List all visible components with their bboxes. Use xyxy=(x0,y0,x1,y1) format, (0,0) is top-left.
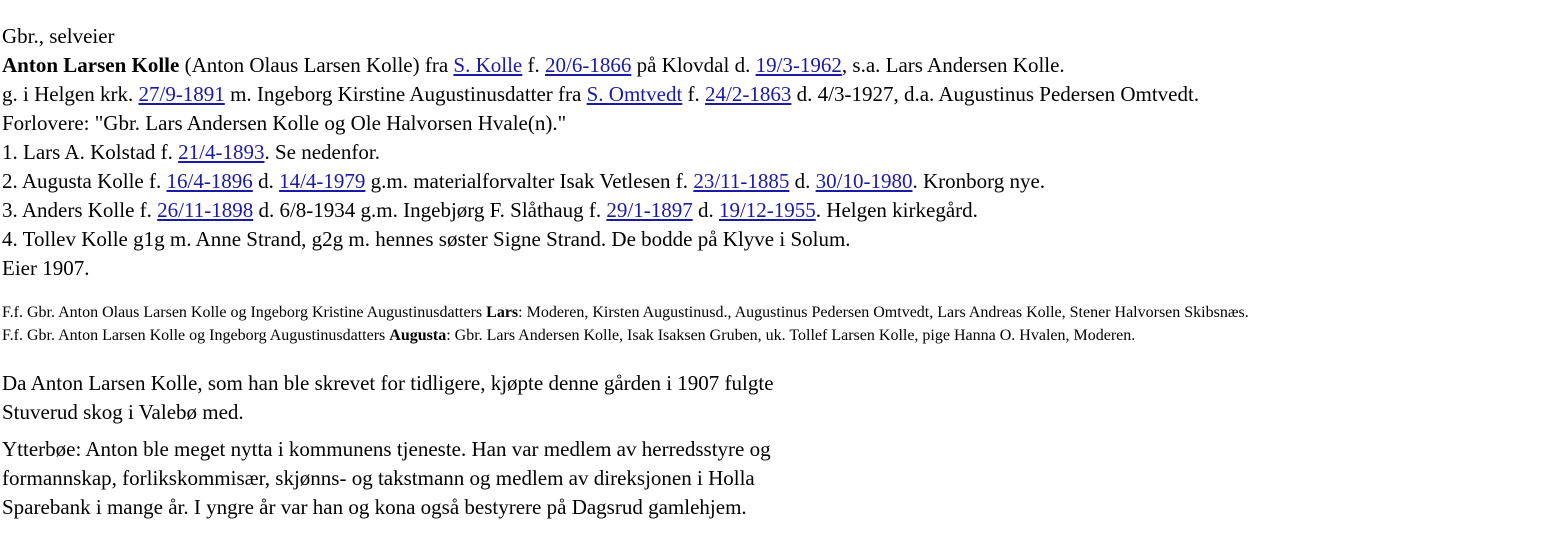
child-1-birth-link[interactable]: 21/4-1893 xyxy=(178,140,265,164)
child-2 xyxy=(2,167,1558,196)
child-3-text: 3. Anders Kolle f. xyxy=(2,198,158,222)
spouse-born-text: f. xyxy=(682,82,706,106)
owner-note: Eier 1907. xyxy=(2,256,90,280)
spouse-death-text: d. 4/3-1927, d.a. Augustinus Pedersen Omtvedt. xyxy=(791,82,1200,106)
child-3 xyxy=(2,196,1558,225)
marriage-date-link[interactable]: 27/9-1891 xyxy=(138,82,225,106)
paragraph-2-line-1: Ytterbøe: Anton ble meget nytta i kommunens tjeneste. Han var medlem av herredsstyre og xyxy=(2,437,771,461)
sponsor-2-text: F.f. Gbr. Anton Larsen Kolle og Ingeborg Augustinusdatters xyxy=(2,327,390,344)
sponsor-1-list: : Moderen, Kirsten Augustinusd., Augustinus Pedersen Omtvedt, Lars Andreas Kolle, Stener Halvorsen Skibsnæs. xyxy=(518,304,1249,321)
child-2-spouse-death-text: d. xyxy=(789,169,816,193)
child-1-text: 1. Lars A. Kolstad f. xyxy=(2,140,179,164)
child-3-birth-link[interactable]: 26/11-1898 xyxy=(157,198,254,222)
person-fullname-text: (Anton Olaus Larsen Kolle) fra xyxy=(179,53,454,77)
child-2-spouse-death-link[interactable]: 30/10-1980 xyxy=(815,169,913,193)
child-4-text: 4. Tollev Kolle g1g m. Anne Strand, g2g m. hennes søster Signe Strand. De bodde på Klyve i Solum. xyxy=(2,227,851,251)
child-3-spouse-birth-link[interactable]: 29/1-1897 xyxy=(606,198,693,222)
sponsor-line-1 xyxy=(2,301,1558,324)
child-2-spouse-text: g.m. materialforvalter Isak Vetlesen f. xyxy=(365,169,694,193)
child-2-death-link[interactable]: 14/4-1979 xyxy=(279,169,366,193)
farm-link-s-kolle[interactable]: S. Kolle xyxy=(453,53,523,77)
paragraph-1-line-1: Da Anton Larsen Kolle, som han ble skrevet for tidligere, kjøpte denne gården i 1907 fulgte xyxy=(2,371,774,395)
child-2-birth-link[interactable]: 16/4-1896 xyxy=(166,169,253,193)
spacer xyxy=(2,427,1558,435)
person-parent-text: , s.a. Lars Andersen Kolle. xyxy=(841,53,1065,77)
sponsor-1-child: Lars xyxy=(486,304,519,321)
child-2-text: 2. Augusta Kolle f. xyxy=(2,169,167,193)
person-name: Anton Larsen Kolle xyxy=(2,53,180,77)
spouse-birth-date-link[interactable]: 24/2-1863 xyxy=(705,82,792,106)
person-line xyxy=(2,51,1558,80)
marriage-line xyxy=(2,80,1558,109)
person-place-text: på Klovdal d. xyxy=(631,53,756,77)
farm-link-s-omtvedt[interactable]: S. Omtvedt xyxy=(586,82,683,106)
marriage-spouse-text: m. Ingeborg Kirstine Augustinusdatter fra xyxy=(224,82,587,106)
paragraph-2-line-2: formannskap, forlikskommisær, skjønns- og takstmann og medlem av direksjonen i Holla xyxy=(2,466,755,490)
spacer xyxy=(2,347,1558,369)
child-2-spouse-birth-link[interactable]: 23/11-1885 xyxy=(693,169,790,193)
person-born-text: f. xyxy=(522,53,546,77)
child-3-death-text: d. xyxy=(692,198,719,222)
marriage-church-text: g. i Helgen krk. xyxy=(2,82,139,106)
paragraph-1-line-2: Stuverud skog i Valebø med. xyxy=(2,400,244,424)
child-2-note: . Kronborg nye. xyxy=(912,169,1046,193)
occupation-line: Gbr., selveier xyxy=(2,24,115,48)
death-date-link[interactable]: 19/3-1962 xyxy=(755,53,842,77)
birth-date-link[interactable]: 20/6-1866 xyxy=(545,53,632,77)
child-1 xyxy=(2,138,1558,167)
child-2-death-text: d. xyxy=(252,169,280,193)
child-4 xyxy=(2,225,1558,254)
child-3-spouse-text: d. 6/8-1934 g.m. Ingebjørg F. Slåthaug f. xyxy=(253,198,607,222)
sponsor-line-2 xyxy=(2,324,1558,347)
sponsor-2-child: Augusta xyxy=(389,327,447,344)
spacer xyxy=(2,283,1558,301)
paragraph-2-line-3: Sparebank i mange år. I yngre år var han og kona også bestyrere på Dagsrud gamlehjem. xyxy=(2,495,747,519)
child-1-note: . Se nedenfor. xyxy=(264,140,380,164)
child-3-spouse-death-link[interactable]: 19/12-1955 xyxy=(718,198,816,222)
witnesses-line: Forlovere: "Gbr. Lars Andersen Kolle og Ole Halvorsen Hvale(n)." xyxy=(2,111,567,135)
sponsor-2-list: : Gbr. Lars Andersen Kolle, Isak Isaksen Gruben, uk. Tollef Larsen Kolle, pige Hanna O. Hvalen, Moderen. xyxy=(446,327,1136,344)
child-3-note: . Helgen kirkegård. xyxy=(815,198,978,222)
sponsor-1-text: F.f. Gbr. Anton Olaus Larsen Kolle og Ingeborg Kristine Augustinusdatters xyxy=(2,304,487,321)
